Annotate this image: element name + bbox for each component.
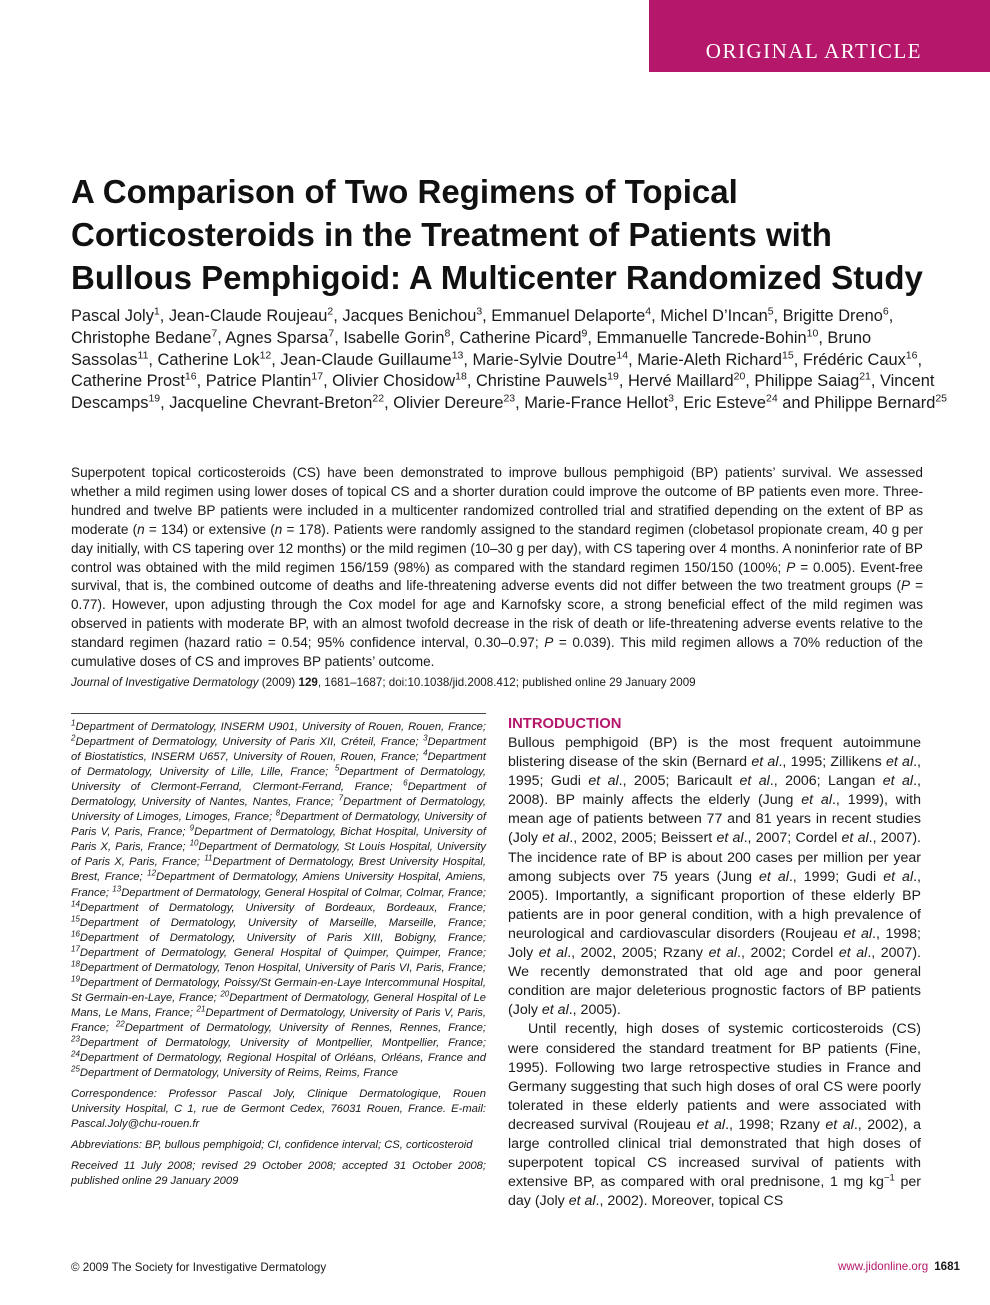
- author-name: Philippe Saiag: [754, 372, 860, 391]
- affiliation-number: 2: [71, 733, 76, 743]
- author-affiliation-number: 3: [476, 305, 483, 318]
- author-name: Christophe Bedane: [71, 328, 212, 347]
- author-affiliation-number: 11: [137, 349, 149, 362]
- front-matter-notes: [71, 720, 486, 1195]
- affiliation-number: 20: [220, 989, 230, 999]
- author-affiliation-number: 7: [328, 327, 335, 340]
- author-name: Jean-Claude Roujeau: [168, 307, 328, 325]
- affiliation-number: 4: [423, 748, 428, 758]
- author-affiliation-number: 18: [455, 370, 467, 383]
- author-name: Brigitte Dreno: [782, 307, 883, 325]
- affiliation-number: 7: [338, 793, 344, 803]
- author-name: Vincent Descamps: [71, 372, 935, 413]
- author-affiliation-number: 15: [782, 349, 794, 362]
- journal-name: Journal of Investigative Dermatology: [71, 676, 259, 689]
- author-name: Catherine Prost: [71, 372, 185, 391]
- affiliation-text: Department of Dermatology, General Hospital of Quimper, Quimper, France;: [79, 946, 486, 959]
- affiliation-text: Department of Dermatology, Tenon Hospital, University of Paris VI, Paris, France;: [79, 961, 486, 974]
- author-affiliation-number: 10: [806, 327, 819, 340]
- author-affiliation-number: 2: [327, 305, 334, 318]
- author-name: Emmanuel Delaporte: [491, 307, 646, 325]
- affiliation-number: 17: [71, 943, 80, 953]
- author-name: Michel D’Incan: [660, 307, 768, 325]
- affiliation-text: Department of Dermatology, Poissy/St Germain-en-Laye Intercommunal Hospital, St Germain-en-Laye, France;: [71, 976, 486, 1004]
- author-name: Marie-Aleth Richard: [637, 350, 783, 369]
- author-name: Marie-France Hellot: [524, 394, 669, 413]
- author-affiliation-number: 3: [668, 392, 674, 405]
- affiliation-number: 23: [71, 1034, 80, 1044]
- affiliation-text: Department of Dermatology, University of Montpellier, Montpellier, France;: [79, 1036, 486, 1049]
- affiliation-text: Department of Dermatology, University of Reims, Reims, France: [79, 1067, 399, 1080]
- author-name: Isabelle Gorin: [343, 328, 445, 347]
- author-name: Catherine Picard: [459, 328, 582, 347]
- author-name: Marie-Sylvie Doutre: [472, 350, 617, 369]
- affiliation-text: Department of Dermatology, Amiens University Hospital, Amiens, France;: [71, 871, 486, 899]
- affiliation-text: Department of Dermatology, Bichat Hospital, University of Paris X, Paris, France;: [71, 826, 486, 854]
- affiliation-number: 5: [334, 763, 340, 773]
- author-affiliation-number: 12: [259, 349, 272, 362]
- author-affiliation-number: 13: [451, 349, 464, 362]
- affiliation-text: Department of Dermatology, University of Bordeaux, Bordeaux, France;: [79, 901, 486, 914]
- author-name: Hervé Maillard: [627, 372, 734, 391]
- introduction-section: [508, 715, 921, 1211]
- author-affiliation-number: 8: [444, 327, 451, 340]
- received-dates: Received 11 July 2008; revised 29 October 2008; accepted 31 October 2008; published online 29 January 2009: [71, 1160, 486, 1188]
- author-affiliation-number: 19: [148, 392, 161, 405]
- affiliation-number: 9: [189, 823, 195, 833]
- author-name: Eric Esteve: [683, 394, 766, 413]
- author-affiliation-number: 17: [311, 370, 324, 383]
- article-type-label: ORIGINAL ARTICLE: [705, 39, 922, 63]
- affiliation-number: 6: [403, 778, 408, 788]
- affiliation-text: Department of Dermatology, University of Clermont-Ferrand, Clermont-Ferrand, France;: [71, 766, 486, 794]
- footer-right: [838, 1260, 960, 1274]
- author-name: Jacqueline Chevrant-Breton: [169, 394, 373, 413]
- affiliation-number: 22: [115, 1019, 125, 1029]
- affiliation-number: 14: [71, 898, 80, 908]
- affiliation-number: 16: [71, 928, 80, 938]
- author-affiliation-number: 4: [645, 305, 652, 318]
- affiliation-text: Department of Dermatology, University of Nantes, Nantes, France;: [71, 781, 486, 809]
- author-name: Bruno Sassolas: [71, 328, 872, 369]
- section-heading-introduction: INTRODUCTION: [508, 716, 622, 732]
- author-name: Jacques Benichou: [342, 307, 477, 325]
- citation-line: Journal of Investigative Dermatology (2009) 129, 1681–1687; doi:10.1038/jid.2008.412; published online 29 January 2009: [71, 676, 696, 689]
- author-affiliation-number: 1: [153, 305, 160, 318]
- affiliation-number: 21: [196, 1004, 206, 1014]
- affiliation-number: 18: [71, 959, 80, 969]
- affiliation-text: Department of Dermatology, Brest University Hospital, Brest, France;: [71, 856, 486, 884]
- author-name: Olivier Dereure: [393, 394, 504, 413]
- column-divider-rule: [71, 713, 486, 714]
- author-name: Emmanuelle Tancrede-Bohin: [596, 328, 807, 347]
- abstract: Superpotent topical corticosteroids (CS) have been demonstrated to improve bullous pemphigoid (BP) patients’ survival. We assessed whether a mild regimen using lower doses of topical CS and a shorter duration could improve the outcome of BP patients even more. Three-hundred and twelve BP patients were included in a multicenter randomized controlled trial and stratified depending on the extent of BP as moderate (n = 134) or extensive (n = 178). Patients were randomly assigned to the standard regimen (clobetasol propionate cream, 40 g per day initially, with CS tapering over 12 months) or the mild regimen (10–30 g per day), with CS tapering over 4 months. A noninferior rate of BP control was obtained with the mild regimen 156/159 (98%) as compared with the standard regimen 150/150 (100%; P = 0.005). Event-free survival, that is, the combined outcome of deaths and life-threatening adverse events did not differ between the two treatment groups (P = 0.77). However, upon adjusting through the Cox model for age and Karnofsky score, a strong beneficial effect of the mild regimen was observed in patients with moderate BP, with an almost twofold decrease in the risk of death or life-threatening adverse events relative to the standard regimen (hazard ratio = 0.54; 95% confidence interval, 0.30–0.97; P = 0.039). This mild regimen allows a 70% reduction of the cumulative doses of CS and improves BP patients’ outcome.: [71, 465, 924, 670]
- affiliation-text: Department of Biostatistics, INSERM U657, University of Rouen, Rouen, France;: [71, 736, 486, 764]
- affiliation-text: Department of Dermatology, University of Paris V, Paris, France;: [71, 1006, 486, 1034]
- affiliation-number: 24: [71, 1049, 80, 1059]
- introduction-body: [508, 734, 921, 1211]
- affiliation-number: 15: [71, 913, 80, 923]
- footer-copyright: © 2009 The Society for Investigative Dermatology: [71, 1261, 327, 1274]
- author-name: Jean-Claude Guillaume: [280, 350, 452, 369]
- author-affiliation-number: 6: [882, 305, 889, 318]
- affiliation-text: Department of Dermatology, St Louis Hospital, University of Paris X, Paris, France;: [71, 841, 486, 869]
- affiliation-number: 8: [275, 808, 281, 818]
- affiliation-number: 13: [112, 883, 122, 893]
- affiliation-number: 19: [71, 974, 80, 984]
- body-paragraph: Until recently, high doses of systemic corticosteroids (CS) were considered the standard treatment for BP patients (Fine, 1995). Following two large retrospective studies in France and Germany suggesting that such high doses of oral CS were poorly tolerated in these elderly patients and were associated with decreased survival (Roujeau et al., 1998; Rzany et al., 2002), a large controlled clinical trial demonstrated that high doses of superpotent topical CS increased survival of patients with extensive BP, as compared with oral prednisone, 1 mg $kg^{-1}$ per day (Joly et al., 2002). Moreover, topical CS: [508, 1021, 922, 1210]
- author-affiliation-number: 19: [607, 370, 619, 383]
- affiliation-number: 11: [204, 853, 213, 863]
- affiliation-number: 10: [189, 838, 199, 848]
- affiliation-text: Department of Dermatology, University of Limoges, Limoges, France;: [71, 796, 486, 824]
- author-name: Philippe Bernard: [814, 394, 936, 413]
- author-affiliation-number: 24: [766, 392, 778, 405]
- author-affiliation-number: 9: [581, 327, 588, 340]
- volume-number: 129: [298, 676, 318, 689]
- author-name: Catherine Lok: [157, 350, 260, 369]
- author-affiliation-number: 20: [733, 370, 746, 383]
- author-name: Christine Pauwels: [475, 372, 608, 391]
- author-name: Olivier Chosidow: [332, 372, 456, 391]
- author-affiliation-number: 23: [503, 392, 516, 405]
- affiliation-text: Department of Dermatology, General Hospital of Le Mans, Le Mans, France;: [71, 991, 486, 1019]
- article-type-banner: [649, 0, 990, 72]
- author-list: Pascal Joly$^1$, Jean-Claude Roujeau$^2$, Jacques Benichou$^3$, Emmanuel Delaporte$^4$, Michel D’Incan$^5$, Brigitte Dreno$^6$, Christophe Bedane$^7$, Agnes Sparsa$^7$, Isabelle Gorin$^8$, Catherine Picard$^9$, Emmanuelle Tancrede-Bohin$^{10}$, Bruno Sassolas$^{11}$, Catherine Lok$^{12}$, Jean-Claude Guillaume$^{13}$, Marie-Sylvie Doutre$^{14}$, Marie-Aleth Richard$^{15}$, Frédéric Caux$^{16}$, Catherine Prost$^{16}$, Patrice Plantin$^{17}$, Olivier Chosidow$^{18}$, Christine Pauwels$^{19}$, Hervé Maillard$^{20}$, Philippe Saiag$^{21}$, Vincent Descamps$^{19}$, Jacqueline Chevrant-Breton$^{22}$, Olivier Dereure$^{23}$, Marie-France Hellot$^3$, Eric Esteve$^{24}$ and Philippe Bernard$^{25}$: [71, 305, 948, 413]
- affiliation-text: Department of Dermatology, University of Paris V, Paris, France;: [71, 811, 486, 839]
- author-affiliation-number: 25: [935, 392, 948, 405]
- affiliation-text: Department of Dermatology, INSERM U901, University of Rouen, Rouen, France;: [75, 721, 486, 733]
- affiliation-number: 12: [147, 868, 157, 878]
- affiliation-text: Department of Dermatology, University of Paris XII, Créteil, France;: [75, 736, 424, 749]
- affiliation-text: Department of Dermatology, General Hospital of Colmar, Colmar, France;: [121, 886, 486, 899]
- affiliation-text: Department of Dermatology, University of Lille, Lille, France;: [71, 751, 486, 779]
- author-affiliation-number: 21: [859, 370, 871, 383]
- affiliation-text: Department of Dermatology, Regional Hospital of Orléans, Orléans, France and: [79, 1052, 486, 1065]
- affiliation-number: 3: [423, 733, 428, 743]
- author-affiliation-number: 7: [211, 327, 218, 340]
- correspondence: Correspondence: Professor Pascal Joly, Clinique Dermatologique, Rouen University Hospital, C 1, rue de Germont Cedex, 76031 Rouen, France. E-mail: Pascal.Joly@chu-rouen.fr: [71, 1088, 486, 1131]
- author-name: Patrice Plantin: [205, 372, 312, 391]
- author-affiliation-number: 14: [616, 349, 629, 362]
- affiliation-number: 1: [71, 718, 76, 728]
- body-paragraph: Bullous pemphigoid (BP) is the most frequent autoimmune blistering disease of the skin (Bernard et al., 1995; Zillikens et al., 1995; Gudi et al., 2005; Baricault et al., 2006; Langan et al., 2008). BP mainly affects the elderly (Jung et al., 1999), with mean age of patients between 77 and 81 years in recent studies (Joly et al., 2002, 2005; Beissert et al., 2007; Cordel et al., 2007). The incidence rate of BP is about 200 cases per million per year among subjects over 75 years (Jung et al., 1999; Gudi et al., 2005). Importantly, a significant proportion of these elderly BP patients are in poor general condition, with a high prevalence of neurological and cardiovascular disorders (Roujeau et al., 1998; Joly et al., 2002, 2005; Rzany et al., 2002; Cordel et al., 2007). We recently demonstrated that old age and poor general condition are major deleterious prognostic factors of BP patients (Joly et al., 2005).: [508, 735, 921, 1019]
- author-affiliation-number: 16: [905, 349, 918, 362]
- affiliation-number: 25: [71, 1064, 80, 1074]
- author-name: Pascal Joly: [71, 307, 154, 325]
- affiliation-text: Department of Dermatology, University of Paris XIII, Bobigny, France;: [79, 931, 486, 944]
- affiliation-text: Department of Dermatology, University of Marseille, Marseille, France;: [79, 916, 486, 929]
- affiliation-text: Department of Dermatology, University of Rennes, Rennes, France;: [124, 1021, 486, 1034]
- affiliations: [71, 720, 486, 1081]
- author-affiliation-number: 22: [372, 392, 385, 405]
- page-number: 1681: [934, 1260, 960, 1273]
- author-affiliation-number: 16: [184, 370, 197, 383]
- author-name: Agnes Sparsa: [225, 328, 329, 347]
- abbreviations: Abbreviations: BP, bullous pemphigoid; CI, confidence interval; CS, corticosteroid: [71, 1139, 473, 1152]
- author-name: Frédéric Caux: [802, 350, 906, 369]
- journal-url-link[interactable]: www.jidonline.org: [837, 1260, 929, 1273]
- author-affiliation-number: 5: [767, 305, 774, 318]
- article-title: A Comparison of Two Regimens of Topical Corticosteroids in the Treatment of Patients with Bullous Pemphigoid: A Multicenter Randomized Study: [71, 173, 923, 296]
